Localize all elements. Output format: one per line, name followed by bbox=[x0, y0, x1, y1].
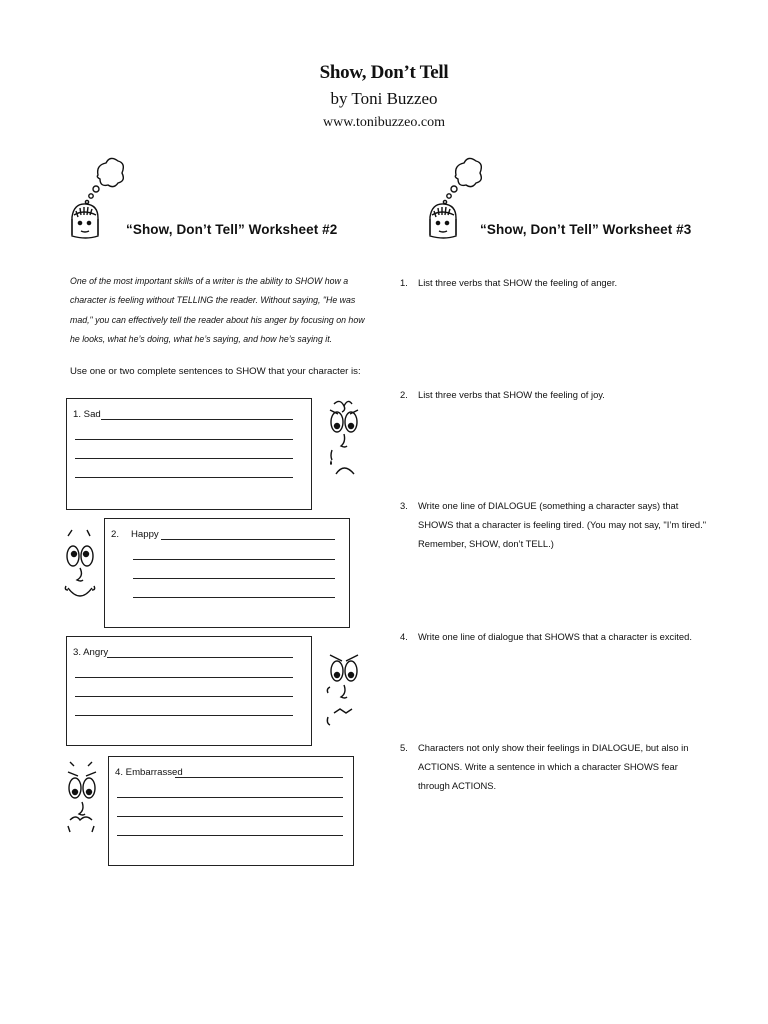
question-4 bbox=[400, 627, 710, 651]
answer-line[interactable] bbox=[133, 559, 335, 560]
answer-line[interactable] bbox=[133, 578, 335, 579]
question-text: Write one line of dialogue that SHOWS that a character is excited. bbox=[418, 631, 692, 642]
happy-answer-box[interactable] bbox=[104, 518, 350, 628]
answer-line[interactable] bbox=[117, 797, 343, 798]
sad-answer-box[interactable] bbox=[66, 398, 312, 510]
question-5 bbox=[400, 738, 710, 791]
question-number: 2. bbox=[400, 389, 408, 400]
question-text: Write one line of DIALOGUE (something a character says) that SHOWS that a character is feeling tired. (You may not say, "I’m tired." Remember, SHOW, don’t TELL.) bbox=[418, 500, 707, 549]
question-number: 1. bbox=[400, 277, 408, 288]
answer-line[interactable] bbox=[75, 715, 293, 716]
worksheet2-title: “Show, Don’t Tell” Worksheet #2 bbox=[126, 222, 338, 237]
question-number: 4. bbox=[400, 631, 408, 642]
question-text: List three verbs that SHOW the feeling of joy. bbox=[418, 389, 605, 400]
question-1 bbox=[400, 273, 710, 297]
answer-line[interactable] bbox=[161, 539, 335, 540]
page-title: Show, Don’t Tell bbox=[319, 62, 449, 83]
website-link[interactable]: www.tonibuzzeo.com bbox=[323, 115, 445, 130]
question-2 bbox=[400, 385, 710, 409]
answer-line[interactable] bbox=[133, 597, 335, 598]
answer-line[interactable] bbox=[75, 458, 293, 459]
angry-face-icon bbox=[324, 645, 364, 731]
happy-face-icon bbox=[60, 528, 100, 614]
answer-line[interactable] bbox=[101, 419, 293, 420]
question-text: Characters not only show their feelings in DIALOGUE, but also in ACTIONS. Write a sentence in which a character SHOWS fear through ACTIONS. bbox=[418, 742, 689, 791]
answer-line[interactable] bbox=[75, 696, 293, 697]
question-3 bbox=[400, 496, 710, 556]
question-number: 5. bbox=[400, 742, 408, 753]
worksheet3-title: “Show, Don’t Tell” Worksheet #3 bbox=[480, 222, 692, 237]
thinking-child-icon bbox=[64, 155, 124, 241]
answer-line[interactable] bbox=[117, 835, 343, 836]
worksheet2-instruction: Use one or two complete sentences to SHOW that your character is: bbox=[70, 366, 361, 377]
question-number: 3. bbox=[400, 500, 408, 511]
answer-line[interactable] bbox=[107, 657, 293, 658]
answer-line[interactable] bbox=[75, 677, 293, 678]
embarrassed-face-icon bbox=[62, 756, 102, 842]
sad-label: 1. Sad bbox=[73, 409, 101, 420]
worksheet2-intro: One of the most important skills of a writer is the ability to SHOW how a character is feeling without TELLING the reader. Without saying, "He was mad," you can effectively tell the reader about his anger by focusing on how he looks, what he’s doing, what he’s saying, and how he’s saying it. bbox=[70, 276, 365, 344]
thinking-child-icon-right bbox=[422, 155, 482, 241]
sad-face-icon bbox=[324, 398, 364, 484]
answer-line[interactable] bbox=[175, 777, 343, 778]
answer-line[interactable] bbox=[117, 816, 343, 817]
answer-line[interactable] bbox=[75, 439, 293, 440]
author-line: by Toni Buzzeo bbox=[330, 89, 438, 108]
happy-number: 2. bbox=[111, 529, 120, 540]
answer-line[interactable] bbox=[75, 477, 293, 478]
happy-label: Happy bbox=[131, 529, 159, 540]
question-text: List three verbs that SHOW the feeling of anger. bbox=[418, 277, 618, 288]
embarrassed-label: 4. Embarrassed bbox=[115, 767, 183, 778]
embarrassed-answer-box[interactable] bbox=[108, 756, 354, 866]
angry-answer-box[interactable] bbox=[66, 636, 312, 746]
angry-label: 3. Angry bbox=[73, 647, 109, 658]
